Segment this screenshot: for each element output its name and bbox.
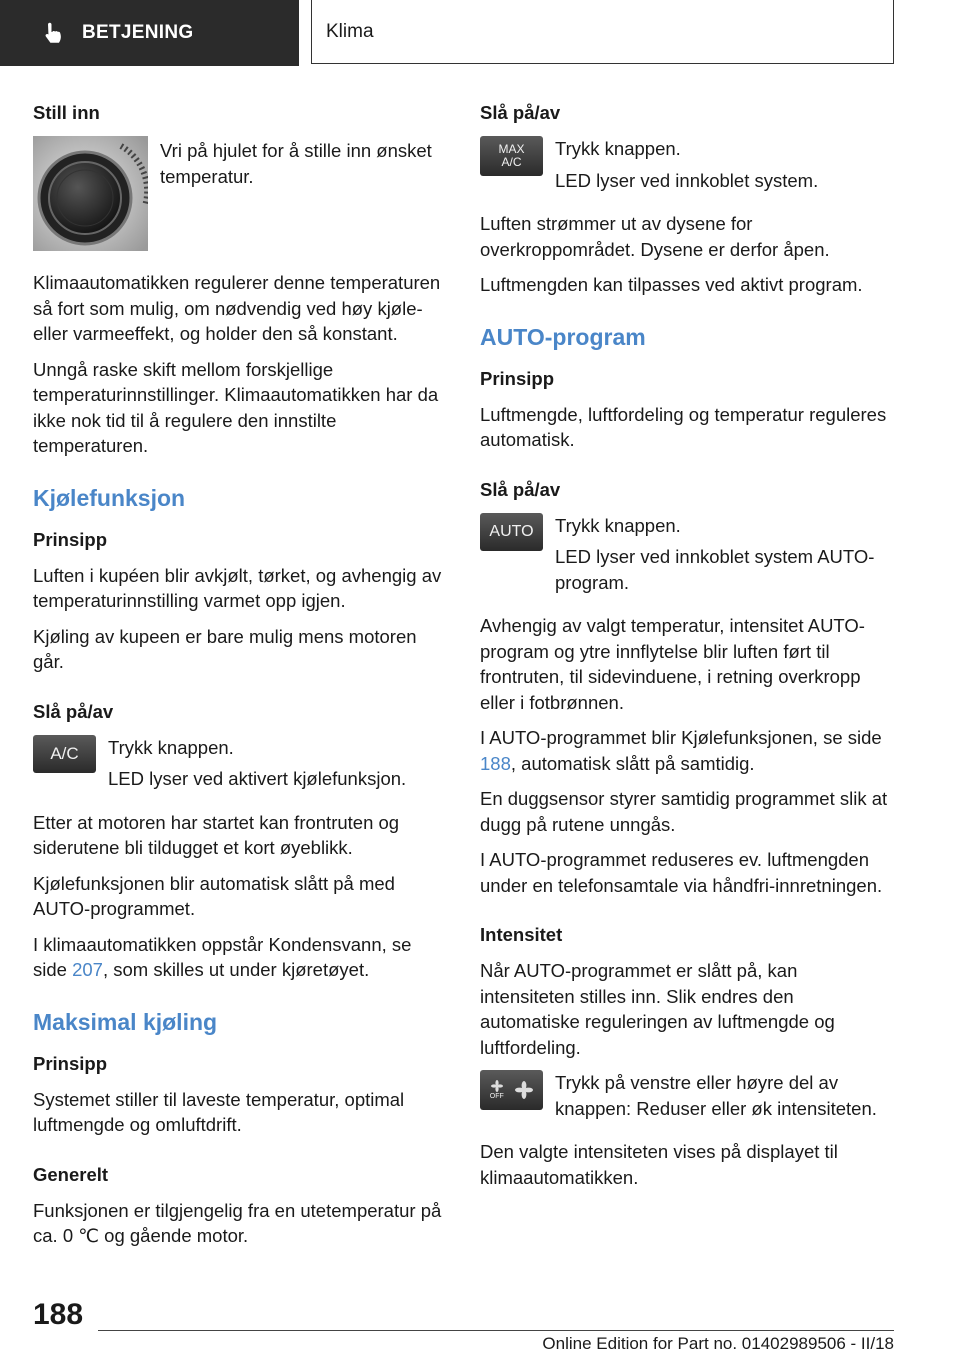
maksimal-kjoling-title: Maksimal kjøling [33,1008,218,1035]
auto-kjole-ref-text: I AUTO-programmet blir Kjølefunksjonen, se side 188, automatisk slått på samtidig. [480,727,882,774]
right-column [480,100,890,1200]
auto-press-text: Trykk knappen. [555,514,681,536]
maxac-button-image: MAX A/C [480,136,543,176]
edition-text: Online Edition for Part no. 01402989506 - II/18 [542,1334,894,1353]
intensity-button-image [480,1070,543,1110]
maxac-button-block [480,136,890,199]
still-inn-text: Vri på hjulet for å stille inn ønsket temperatur. [160,140,432,187]
fan-large-icon [515,1081,533,1099]
section-title: BETJENING [82,22,194,43]
chapter-title: Klima [326,20,374,42]
page-number: 188 [33,1298,84,1331]
intensity-button-block [480,1070,890,1127]
section-tab [0,0,299,66]
kondensvann-text: I klimaautomatikken oppstår Kondensvann, se side 207, som skilles ut under kjøretøyet. [33,933,412,980]
kjole-prinsipp-text-1: Luften i kupéen blir avkjølt, tørket, og avhengig av temperaturinnstilling varmet opp igjen. [33,564,442,611]
chapter-box [311,0,894,64]
tildugget-text: Etter at motoren har startet kan frontruten og siderutene bli tildugget et kort øyeblikk. [33,811,400,858]
intensitet-display-text: Den valgte intensiteten vises på displayet til klimaautomatikken. [480,1141,838,1188]
dyser-text: Luften strømmer ut av dysene for overkroppområdet. Dysene er derfor åpen. [480,213,830,260]
left-column [33,100,443,1259]
intensitet-heading: Intensitet [480,924,563,945]
kjolefunksjon-title: Kjølefunksjon [33,484,186,511]
duggsensor-text: En duggsensor styrer samtidig programmet slik at dugg på rutene unngås. [480,788,888,835]
intensity-press-text: Trykk på venstre eller høyre del av knappen: Reduser eller øk intensiteten. [555,1072,877,1119]
auto-sla-heading: Slå på/av [480,478,561,500]
generelt-heading: Generelt [33,1163,109,1185]
unnga-text: Unngå raske skift mellom forskjellige temperaturinnstillinger. Klimaautomatikken har da ikke nok tid til å regulere den innstilte temperaturen. [33,358,439,456]
page-link-188[interactable]: 188 [480,752,511,774]
maxac-sla-heading: Slå på/av [480,102,561,123]
auto-button-image: AUTO [480,513,543,551]
auto-avhengig-text: Avhengig av valgt temperatur, intensitet AUTO-program og ytre innflytelse blir luften ført til frontruten, til sidevinduene, i retning overkropp eller i fotbrønnen. [480,615,865,713]
auto-led-text: LED lyser ved innkoblet system AUTO-program. [555,546,875,593]
maks-prinsipp-heading: Prinsipp [33,1052,108,1074]
auto-button-block [480,513,890,602]
maxac-press-text: Trykk knappen. [555,138,681,159]
kjole-sla-heading: Slå på/av [33,700,114,722]
maks-prinsipp-text: Systemet stiller til laveste temperatur, optimal luftmengde og omluftdrift. [33,1088,405,1135]
still-inn-block [33,136,443,256]
footer-divider [98,1330,894,1331]
off-label: OFF [489,1092,504,1100]
kjole-prinsipp-heading: Prinsipp [33,528,108,550]
fan-small-icon [491,1080,503,1092]
maxac-led-text: LED lyser ved innkoblet system. [555,169,819,191]
intensitet-text: Når AUTO-programmet er slått på, kan intensiteten stilles inn. Slik endres den automatiske reguleringen av luftmengde og luftfordeling. [480,960,835,1058]
hand-pointer-icon [40,20,66,46]
telefonsamtale-text: I AUTO-programmet reduseres ev. luftmengden under en telefonsamtale via håndfri-innretningen. [480,849,883,896]
ac-button-block [33,735,443,798]
ac-led-text: LED lyser ved aktivert kjølefunksjon. [108,768,407,789]
temperature-wheel-icon [33,136,148,251]
ac-button-image: A/C [33,735,96,773]
auto-program-title: AUTO-program [480,323,646,350]
kjole-prinsipp-text-2: Kjøling av kupeen er bare mulig mens motoren går. [33,625,417,672]
luftmengde-text: Luftmengden kan tilpasses ved aktivt program. [480,274,863,295]
auto-prinsipp-heading: Prinsipp [480,367,555,389]
ac-press-text: Trykk knappen. [108,736,234,758]
auto-kjole-text: Kjølefunksjonen blir automatisk slått på med AUTO-programmet. [33,872,395,919]
page-link-207[interactable]: 207 [72,959,103,980]
still-inn-heading: Still inn [33,102,100,123]
auto-prinsipp-text: Luftmengde, luftfordeling og temperatur reguleres automatisk. [480,403,887,450]
regulering-text: Klimaautomatikken regulerer denne temperaturen så fort som mulig, om nødvendig ved høy kjøle- eller varmeeffekt, og holder den så konstant. [33,272,441,344]
generelt-text: Funksjonen er tilgjengelig fra en utetemperatur på ca. 0 ℃ og gående motor. [33,1199,442,1246]
temperature-wheel-image [33,136,148,256]
page-header [0,0,960,66]
